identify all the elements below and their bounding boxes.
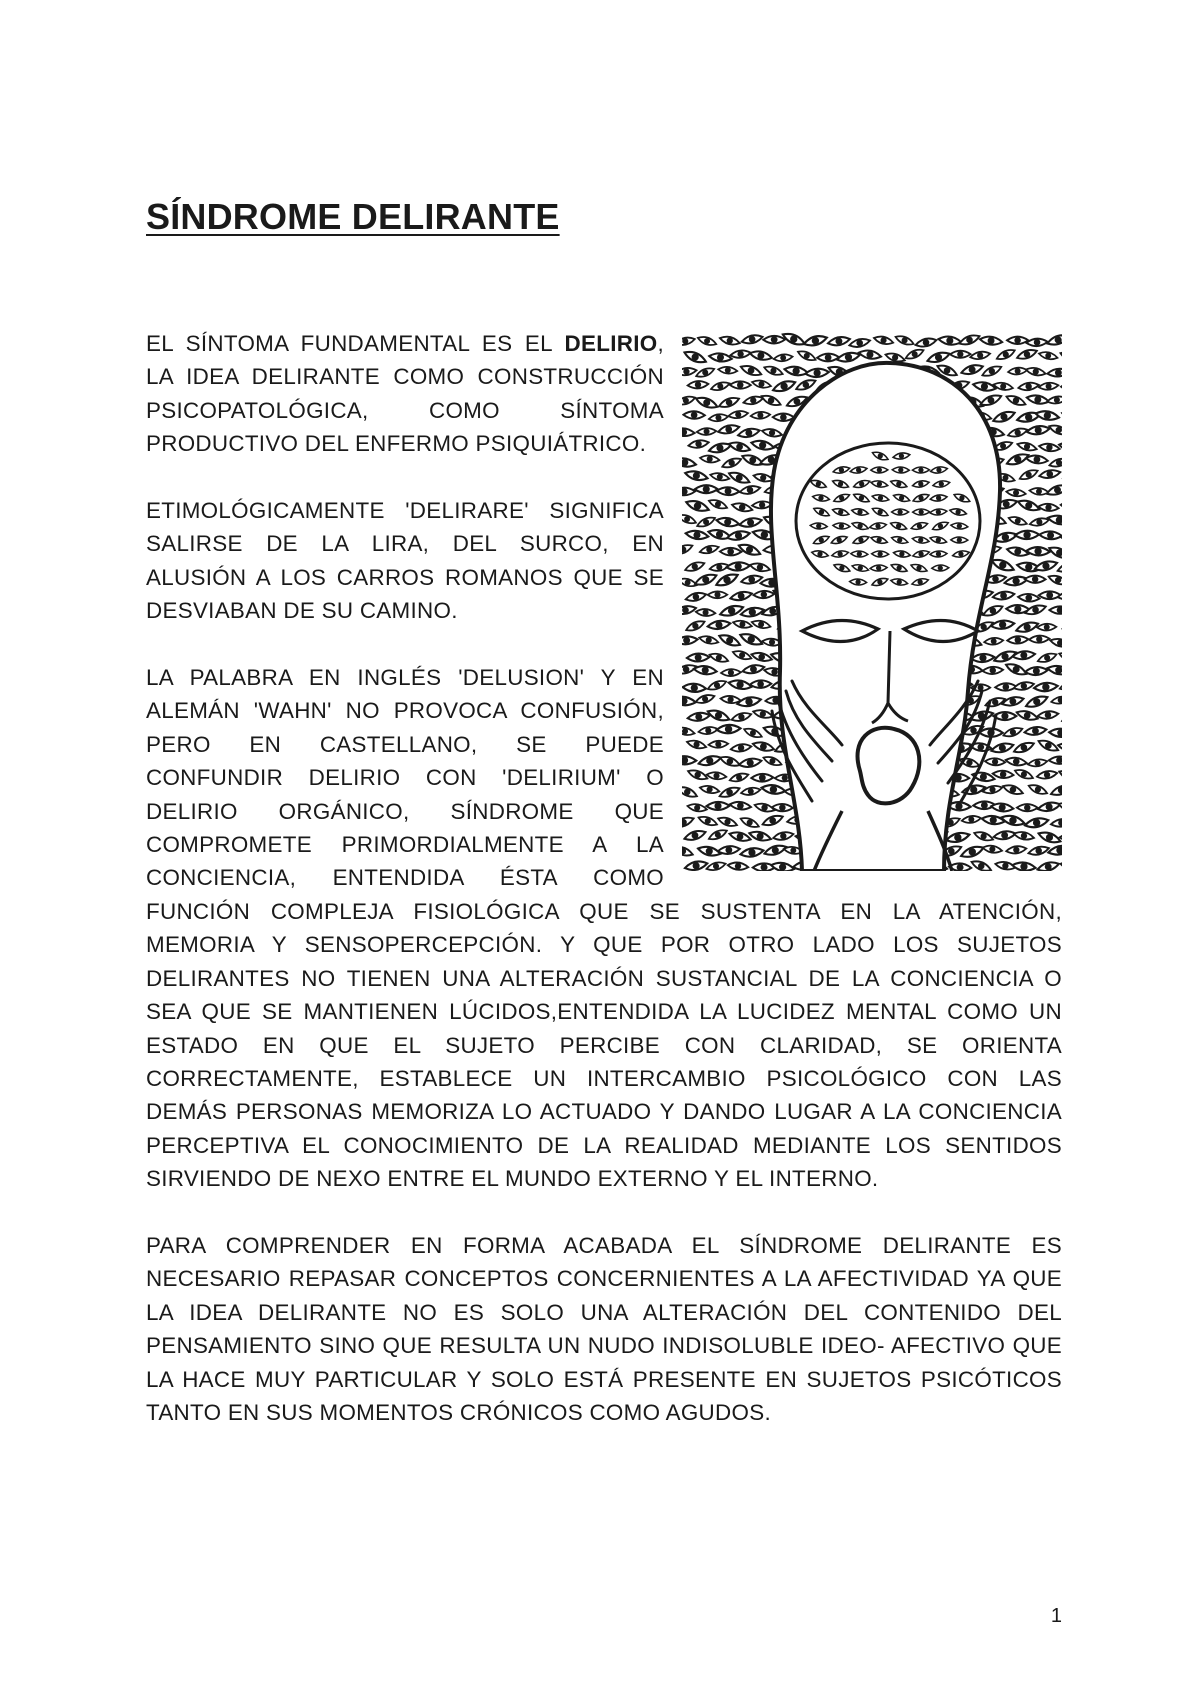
paragraph-1-bold-term: DELIRIO <box>564 331 658 356</box>
eye-icon <box>682 394 696 406</box>
eye-icon <box>871 467 888 473</box>
eye-icon <box>740 363 763 378</box>
screaming-face-eyes-drawing <box>682 331 1062 871</box>
eye-icon <box>751 379 771 390</box>
eye-icon <box>731 711 752 723</box>
eye-icon <box>743 726 763 740</box>
eye-icon <box>698 634 719 645</box>
eye-icon <box>720 548 742 556</box>
eye-icon <box>995 683 1017 691</box>
eye-icon <box>992 409 1016 425</box>
eye-icon <box>741 786 761 796</box>
eye-icon <box>951 537 968 543</box>
paragraph-4: PARA COMPRENDER EN FORMA ACABADA EL SÍNDROME DELIRANTE ES NECESARIO REPASAR CONCEPTOS CONCERNIENTES A LA AFECTIVIDAD YA QUE LA IDEA DELIRANTE NO ES SOLO UNA ALTERACIÓN DEL CONTENIDO DEL PENSAMIENTO SINO QUE RESULTA UN NUDO INDISOLUBLE IDEO- AFECTIVO QUE LA HACE MUY PARTICULAR Y SOLO ESTÁ PRESENTE EN SUJETOS PSICÓTICOS TANTO EN SUS MOMENTOS CRÓNICOS COMO AGUDOS. <box>146 1232 1062 1425</box>
eye-icon <box>1047 368 1062 378</box>
eye-icon <box>913 509 930 515</box>
eye-icon <box>695 366 716 379</box>
eye-icon <box>708 498 729 511</box>
eye-icon <box>682 844 694 858</box>
eye-icon <box>1004 661 1028 677</box>
eye-icon <box>1061 501 1062 511</box>
eye-icon <box>1049 606 1062 614</box>
eye-icon <box>972 380 996 392</box>
eye-icon <box>1061 383 1062 391</box>
eye-icon <box>718 366 738 374</box>
eye-icon <box>1051 695 1062 705</box>
eye-icon <box>836 351 861 364</box>
eye-icon <box>1018 468 1039 482</box>
eye-icon <box>763 336 785 344</box>
eye-icon <box>961 815 981 824</box>
eye-icon <box>1006 845 1027 855</box>
eye-icon <box>982 666 1003 674</box>
eye-icon <box>1058 441 1062 454</box>
eye-icon <box>761 427 782 438</box>
eye-icon <box>732 649 753 662</box>
eye-icon <box>990 741 1014 754</box>
eye-icon <box>687 653 710 662</box>
eye-icon <box>1059 350 1062 364</box>
eye-icon <box>762 754 782 767</box>
eye-icon <box>699 784 720 795</box>
eye-icon <box>982 784 1003 795</box>
eye-icon <box>739 516 763 528</box>
eye-icon <box>1018 381 1039 391</box>
eye-icon <box>706 708 730 724</box>
eye-icon <box>1039 468 1061 479</box>
eye-icon <box>773 831 794 842</box>
eye-icon <box>753 590 774 598</box>
eye-icon <box>682 756 696 765</box>
eye-icon <box>685 498 710 514</box>
eye-icon <box>696 515 717 529</box>
face-mouth <box>858 728 920 804</box>
eye-icon <box>1026 454 1049 464</box>
eye-icon <box>730 590 753 602</box>
eye-icon <box>892 509 909 515</box>
paragraph-3: LA PALABRA EN INGLÉS 'DELUSION' Y EN ALEMÁN 'WAHN' NO PROVOCA CONFUSIÓN, PERO EN CASTELLANO, SE PUEDE CONFUNDIR DELIRIO CON 'DELIRIUM' O DELIRIO ORGÁNICO, SÍNDROME QUE COMPROMETE PRIMORDIALMENTE A LA CONCIENCIA, ENTENDIDA ÉSTA COMO FUNCIÓN COMPLEJA FISIOLÓGICA QUE SE SUSTENTA EN LA ATENCIÓN, MEMORIA Y SENSOPERCEPCIÓN. Y QUE POR OTRO LADO LOS SUJETOS DELIRANTES NO TIENEN UNA ALTERACIÓN SUSTANCIAL DE LA CONCIENCIA O SEA QUE SE MANTIENEN LÚCIDOS,ENTENDIDA LA LUCIDEZ MENTAL COMO UN ESTADO EN QUE EL SUJETO PERCIBE CON CLARIDAD, SE ORIENTA CORRECTAMENTE, ESTABLECE UN INTERCAMBIO PSICOLÓGICO CON LAS DEMÁS PERSONAS MEMORIZA LO ACTUADO Y DANDO LUGAR A LA CONCIENCIA PERCEPTIVA EL CONOCIMIENTO DE LA REALIDAD MEDIANTE LOS SENTIDOS SIRVIENDO DE NEXO ENTRE EL MUNDO EXTERNO Y EL INTERNO. <box>146 665 1062 1192</box>
eye-icon <box>1013 680 1035 691</box>
eye-icon <box>1024 603 1047 617</box>
eye-icon <box>687 768 709 782</box>
eye-icon <box>1061 409 1062 421</box>
eye-icon <box>716 516 740 528</box>
eye-icon <box>684 469 708 482</box>
eye-icon <box>682 488 695 496</box>
eye-icon <box>728 440 751 453</box>
eye-icon <box>741 452 765 467</box>
eye-icon <box>1049 637 1062 649</box>
eye-icon <box>718 395 740 409</box>
eye-icon <box>1005 756 1027 766</box>
eye-icon <box>761 784 786 796</box>
eye-icon <box>973 830 994 843</box>
eye-icon <box>726 562 750 572</box>
eye-icon <box>683 828 706 842</box>
eye-icon <box>1057 741 1062 753</box>
eye-icon <box>707 619 731 630</box>
eye-icon <box>894 334 915 347</box>
eye-icon <box>709 352 733 363</box>
eye-icon <box>1060 860 1062 871</box>
eye-icon <box>992 770 1013 779</box>
eye-icon <box>992 590 1015 601</box>
eye-icon <box>707 678 728 692</box>
eye-icon <box>728 410 749 420</box>
eye-icon <box>739 484 761 496</box>
eye-icon <box>912 467 929 473</box>
eye-icon <box>1013 830 1034 841</box>
eye-icon <box>1047 573 1062 587</box>
eye-icon <box>1034 559 1058 573</box>
eye-icon <box>982 844 1002 854</box>
eye-icon <box>1049 728 1062 737</box>
eye-icon <box>693 665 717 676</box>
eye-icon <box>708 413 728 422</box>
eye-icon <box>990 557 1015 574</box>
eye-icon <box>719 754 741 768</box>
eye-icon <box>848 337 870 349</box>
eye-icon <box>945 831 970 845</box>
eye-icon <box>1001 695 1024 708</box>
eye-icon <box>763 364 784 377</box>
eye-icon <box>708 740 728 748</box>
eye-icon <box>1034 682 1058 692</box>
eye-icon <box>751 619 771 630</box>
eye-icon <box>1037 860 1060 871</box>
eye-icon <box>682 542 694 556</box>
eye-icon <box>748 829 772 842</box>
eye-icon <box>970 858 992 871</box>
eye-icon <box>719 335 741 347</box>
eye-icon <box>760 393 782 408</box>
eye-icon <box>1039 382 1059 391</box>
eye-icon <box>1039 531 1062 540</box>
eye-icon <box>682 683 706 693</box>
eye-icon <box>685 618 706 633</box>
eye-icon <box>1024 816 1049 829</box>
eye-icon <box>892 467 909 473</box>
eye-icon <box>985 758 1005 766</box>
eye-icon <box>695 485 718 493</box>
eye-icon <box>708 651 729 664</box>
eye-icon <box>749 349 773 361</box>
eye-icon <box>1028 845 1050 857</box>
eye-icon <box>873 335 894 346</box>
eye-icon <box>718 632 742 648</box>
eye-icon <box>688 439 709 449</box>
eye-icon <box>1050 783 1062 798</box>
eye-icon <box>694 572 718 588</box>
eye-icon <box>1007 426 1028 438</box>
eye-icon <box>960 844 985 860</box>
eye-icon <box>698 726 718 736</box>
eye-icon <box>979 335 1002 346</box>
eye-icon <box>721 456 743 470</box>
face-figure <box>771 363 1000 871</box>
eye-icon <box>706 771 726 780</box>
eye-icon <box>938 335 962 346</box>
eye-icon <box>698 754 722 768</box>
eye-icon <box>1002 783 1024 797</box>
eye-icon <box>752 708 773 720</box>
eye-icon <box>1013 740 1036 755</box>
eye-icon <box>991 802 1014 812</box>
eye-icon <box>1025 666 1048 676</box>
eye-icon <box>696 608 716 616</box>
eye-icon <box>684 859 708 871</box>
eye-icon <box>730 743 752 753</box>
eye-icon <box>707 827 728 842</box>
eye-icon <box>739 631 764 648</box>
eye-icon <box>1027 758 1047 768</box>
eye-icon <box>970 350 991 361</box>
eye-icon <box>1050 818 1062 828</box>
eye-icon <box>718 785 741 800</box>
page-number: 1 <box>1050 1605 1062 1627</box>
eye-icon <box>730 381 751 389</box>
eye-icon <box>784 365 809 377</box>
eye-icon <box>682 726 695 737</box>
eye-icon <box>1024 726 1047 737</box>
eye-icon <box>817 353 839 361</box>
eye-icon <box>737 542 761 558</box>
paragraph-1-lead: EL SÍNTOMA FUNDAMENTAL ES EL <box>146 331 565 356</box>
eye-icon <box>926 350 951 365</box>
eye-icon <box>716 724 740 734</box>
eye-icon <box>858 349 882 361</box>
eye-icon <box>697 428 717 436</box>
eye-icon <box>697 814 718 827</box>
eye-icon <box>742 663 765 675</box>
eye-icon <box>717 423 740 435</box>
eye-icon <box>684 560 706 573</box>
eye-icon <box>1024 693 1049 709</box>
eye-icon <box>1037 623 1056 630</box>
eye-icon <box>687 712 710 723</box>
eye-icon <box>1005 393 1027 407</box>
eye-icon <box>751 651 773 663</box>
eye-icon <box>682 428 695 437</box>
eye-icon <box>717 845 740 855</box>
brain-outline <box>796 443 980 599</box>
eye-icon <box>749 561 771 573</box>
eye-icon <box>984 637 1004 645</box>
eye-icon <box>750 680 772 688</box>
eye-icon <box>772 378 797 394</box>
eye-icon <box>729 801 751 811</box>
eye-icon <box>717 815 738 828</box>
brain-eyes <box>796 443 980 599</box>
eye-icon <box>738 757 762 769</box>
eye-icon <box>1025 575 1046 583</box>
eye-icon <box>1007 636 1028 645</box>
eye-icon <box>1004 575 1028 587</box>
paragraph-1-rest: , LA IDEA DELIRANTE COMO CONSTRUCCIÓN PSICOPATOLÓGICA, COMO SÍNTOMA PRODUCTIVO DEL ENFERMO PSIQUIÁTRICO. <box>146 331 664 457</box>
eye-icon <box>1048 844 1062 857</box>
eye-icon <box>687 803 708 813</box>
eye-icon <box>982 603 1004 618</box>
eye-icon <box>682 604 697 615</box>
eye-icon <box>1000 813 1025 827</box>
eye-icon <box>683 411 705 419</box>
eye-icon <box>1016 709 1039 722</box>
eye-icon <box>717 487 740 496</box>
eye-icon <box>683 349 708 366</box>
document-title: SÍNDROME DELIRANTE <box>146 196 560 237</box>
eye-icon <box>960 363 984 377</box>
eye-icon <box>719 603 744 618</box>
eye-icon <box>686 739 707 751</box>
eye-icon <box>1037 710 1059 720</box>
eye-icon <box>950 351 970 358</box>
eye-icon <box>727 470 750 486</box>
eye-icon <box>1025 366 1046 377</box>
eye-icon <box>971 653 995 663</box>
eye-icon <box>1026 338 1048 347</box>
eye-icon <box>1047 664 1062 676</box>
eye-icon <box>993 381 1014 391</box>
eye-icon <box>737 427 760 439</box>
eye-icon <box>736 695 761 708</box>
eye-icon <box>728 830 751 843</box>
eye-icon <box>991 619 1015 630</box>
eye-icon <box>1039 442 1061 452</box>
eye-icon <box>795 377 817 392</box>
eye-icon <box>682 457 697 469</box>
eye-icon <box>710 471 730 482</box>
eye-icon <box>721 669 741 677</box>
eye-icon <box>751 774 773 782</box>
eye-icon <box>1017 804 1038 811</box>
eye-icon <box>682 336 696 347</box>
eye-icon <box>1049 756 1062 764</box>
eye-icon <box>1008 515 1028 527</box>
eye-icon <box>706 860 727 871</box>
eye-icon <box>682 815 695 830</box>
document-body <box>146 327 1062 1463</box>
eye-icon <box>1017 498 1041 513</box>
eye-icon <box>695 693 716 705</box>
eye-icon <box>1039 591 1061 599</box>
eye-icon <box>682 367 697 377</box>
eye-icon <box>740 846 764 858</box>
eye-icon <box>827 335 850 347</box>
eye-icon <box>1026 394 1049 406</box>
eye-icon <box>805 368 829 378</box>
eye-icon <box>763 843 787 857</box>
eye-icon <box>915 336 937 348</box>
eye-icon <box>1029 635 1050 643</box>
eye-icon <box>979 393 1002 408</box>
eye-icon <box>751 439 775 452</box>
eye-icon <box>685 529 709 540</box>
eye-icon <box>726 529 750 541</box>
eye-icon <box>739 815 760 829</box>
eye-icon <box>1035 410 1060 422</box>
eye-icon <box>1012 861 1036 871</box>
eye-icon <box>1037 801 1061 813</box>
eye-icon <box>1014 767 1035 781</box>
eye-icon <box>1036 770 1057 781</box>
eye-icon <box>1015 530 1039 539</box>
eye-icon <box>700 454 720 463</box>
eye-icon <box>706 802 729 810</box>
eye-icon <box>995 347 1016 362</box>
eye-icon <box>904 347 924 361</box>
paragraph-2: ETIMOLÓGICAMENTE 'DELIRARE' SIGNIFICA SALIRSE DE LA LIRA, DEL SURCO, EN ALUSIÓN A LOS CARROS ROMANOS QUE SE DESVIABAN DE SU CAMINO. <box>146 498 664 624</box>
eye-icon <box>1057 591 1062 601</box>
eye-icon <box>773 353 793 362</box>
eye-icon <box>732 619 752 629</box>
eye-icon <box>752 740 775 753</box>
eye-icon <box>699 544 720 556</box>
eye-icon <box>1061 710 1062 725</box>
eye-icon <box>1048 423 1062 437</box>
eye-icon <box>1038 350 1058 361</box>
eye-icon <box>1006 488 1026 497</box>
eye-icon <box>682 784 698 799</box>
eye-icon <box>1046 483 1062 498</box>
eye-icon <box>1058 768 1062 784</box>
eye-icon <box>1002 726 1023 739</box>
eye-icon <box>708 591 728 598</box>
eye-icon <box>1008 367 1028 376</box>
eye-icon <box>715 571 740 588</box>
eye-icon <box>741 333 764 345</box>
eye-icon <box>687 380 708 389</box>
eye-icon <box>958 333 981 347</box>
delirium-illustration <box>682 331 1062 871</box>
eye-icon <box>1037 651 1058 664</box>
eye-icon <box>1018 593 1040 602</box>
eye-icon <box>731 501 753 513</box>
eye-icon <box>1038 503 1059 512</box>
eye-icon <box>770 861 794 871</box>
eye-icon <box>1016 441 1037 453</box>
eye-icon <box>761 813 784 828</box>
eye-icon <box>993 830 1016 841</box>
eye-icon <box>697 335 718 348</box>
eye-icon <box>685 591 707 603</box>
eye-icon <box>1058 650 1062 664</box>
eye-icon <box>1047 514 1062 526</box>
eye-icon <box>1048 457 1062 469</box>
eye-icon <box>1029 516 1050 527</box>
eye-icon <box>1027 782 1048 796</box>
eye-icon <box>1026 425 1050 436</box>
eye-icon <box>730 349 751 359</box>
eye-icon <box>729 771 750 783</box>
eye-icon <box>1046 333 1062 348</box>
eye-icon <box>1015 620 1039 635</box>
eye-icon <box>727 862 748 871</box>
eye-icon <box>797 349 818 363</box>
eye-icon <box>1037 738 1060 754</box>
eye-icon <box>1016 347 1038 361</box>
eye-icon <box>750 411 770 419</box>
eye-icon <box>682 696 696 707</box>
eye-icon <box>710 380 731 392</box>
eye-icon <box>682 636 698 646</box>
eye-icon <box>695 395 719 411</box>
eye-icon <box>803 334 828 348</box>
eye-icon <box>1047 395 1062 405</box>
eye-icon <box>682 512 697 525</box>
